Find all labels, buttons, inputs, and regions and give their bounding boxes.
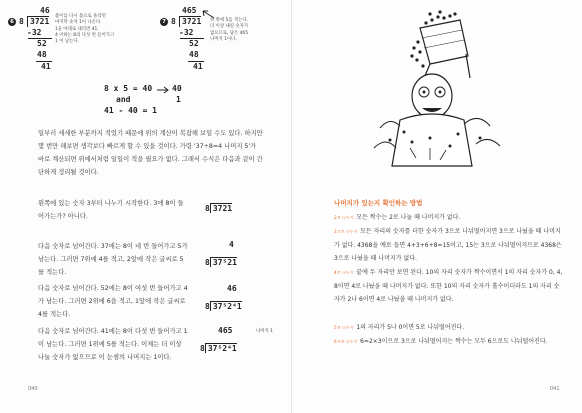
page-number: 041 <box>550 386 560 392</box>
dividend: 3721 <box>27 16 49 27</box>
quotient: 465 <box>218 326 233 335</box>
check-remainder: 1 <box>176 95 181 104</box>
check-and: and <box>116 95 131 104</box>
divisibility-item <box>334 266 564 307</box>
dividend: 3721 <box>179 16 201 27</box>
calc-row: 48 <box>189 50 199 59</box>
item-tag: 3으로 나누기 <box>334 229 358 234</box>
item-text: 모든 자리의 숫자를 더한 숫자가 3으로 나눠떨어지면 3으로 나눴을 때 나머지가 없다. 4368을 예로 들면 4+3+6+8=15이고, 15는 3으로 나눠떨어지므로 4368은 3으로 나눴을 때 나머지가 없다. <box>334 228 562 262</box>
dividend: 3721 <box>210 203 232 213</box>
check-line-2: 41 - 40 = 1 <box>104 106 157 115</box>
calc-row: 41 <box>41 62 51 71</box>
intro-paragraph: 일부러 세세한 부분까지 적었기 때문에 위의 계산이 복잡해 보일 수도 있다. 하지만 몇 번만 해보면 생각보다 빠르게 할 수 있을 것이다. 가령 '37÷8=4 나머지 5'가 바로 계산되면 위에서처럼 일일이 적을 필요가 없다. 그래서 수식은 다음과 같이 간단하게 정리될 것이다. <box>38 130 263 176</box>
step-text: 다음 숫자로 넘어간다. 41에는 8이 다섯 번 들어가고 1이 남는다. 그러면 1위에 5를 적는다. 이제는 더 이상 나눌 숫자가 없으므로 이 눈셈의 나머지는 1이다. <box>38 328 188 361</box>
check-result: 40 <box>172 84 182 93</box>
item-tag: 4로 나누기 <box>334 270 354 275</box>
cartoon-illustration <box>360 8 510 168</box>
section-title: 나머지가 있는지 확인하는 방법 <box>334 199 423 207</box>
dividend: 37⁵21 <box>210 257 237 267</box>
step-division <box>200 326 288 355</box>
divisor: 8 <box>171 17 176 26</box>
divisibility-item <box>334 335 564 349</box>
step-text: 다음 숫자로 넘어간다. 37에는 8이 네 번 들어가고 5가 남는다. 그러면 7위에 4를 적고, 2앞에 작은 글씨로 5를 적는다. <box>38 243 188 276</box>
check-line-1: 8 x 5 = 40 <box>104 84 153 93</box>
divisibility-item <box>334 211 564 225</box>
step-badge: 7 <box>160 18 168 26</box>
item-tag: 5로 나누기 <box>334 325 354 330</box>
side-note: 위 쪽에 5를 적는다. 더 이상 내릴 숫자가 없으므로, 답은 465 나머지 1이다. <box>210 18 249 42</box>
calc-row: -32 <box>27 28 42 37</box>
step-text: 다음 숫자로 넘어간다. 52에는 8이 여섯 번 들어가고 4가 남는다. 그러면 2위에 6을 적고, 1앞에 작은 글씨로 4를 적는다. <box>38 285 188 318</box>
divisor: 8 <box>200 344 205 353</box>
item-text: 6=2×3이므로 3으로 나눠떨어지는 짝수는 모두 6으로도 나눠떨어진다. <box>360 338 548 345</box>
dividend: 37⁵2⁴1 <box>205 343 237 353</box>
divisor: 8 <box>205 204 210 213</box>
quotient: 46 <box>227 284 237 293</box>
step-text: 왼쪽에 있는 숫자 3부터 나누기 시작한다. 3에 8이 들어가는가? 아니다. <box>38 200 184 220</box>
item-tag: 6으로 나누기 <box>334 339 358 344</box>
quotient: 4 <box>229 240 234 249</box>
item-text: 끝에 두 자리만 보면 된다. 10의 자리 숫자가 짝수이면서 1의 자리 숫자가 0, 4, 8이면 4로 나눴을 때 나머지가 없다. 또한 10의 자리 숫자가 홀수이더라도 1의 자리 숫자가 2나 6이면 4로 나눴을 때 나머지가 없다. <box>334 269 563 303</box>
long-division-step-6 <box>8 6 138 91</box>
divisibility-item <box>334 321 564 335</box>
step-division <box>205 240 265 269</box>
item-text: 1의 자리가 5나 0이면 5로 나눠떨어진다. <box>356 324 465 331</box>
quotient: 46 <box>40 6 50 15</box>
remainder-label: 나머지 1 <box>256 329 273 334</box>
calc-row: 52 <box>37 39 47 48</box>
step-division <box>205 284 265 313</box>
calc-row: 41 <box>193 62 203 71</box>
item-text: 모든 짝수는 2로 나눌 때 나머지가 없다. <box>356 214 461 221</box>
page-number: 040 <box>28 386 38 392</box>
item-tag: 2로 나누기 <box>334 215 354 220</box>
divisibility-item <box>334 225 564 266</box>
step-badge: 6 <box>8 18 16 26</box>
step-division <box>205 196 232 215</box>
calc-row: 48 <box>37 50 47 59</box>
calc-row: 52 <box>189 39 199 48</box>
dividend: 37⁵2⁴1 <box>210 301 242 311</box>
divisor: 8 <box>205 302 210 311</box>
side-note: 몫이를 다시 몫으로 올리면 마지막 숫자 1이 나온다. 1을 아래로 내리면 41. 4 이하는 8의 다섯 번 들어가고 1 이 남는다. <box>55 14 115 45</box>
divisor: 8 <box>19 17 24 26</box>
long-division-step-7 <box>160 6 288 91</box>
divisor: 8 <box>205 258 210 267</box>
right-page <box>291 0 582 413</box>
arrow-right-icon <box>156 86 170 94</box>
calc-row: -32 <box>179 28 194 37</box>
check-calculation <box>104 84 214 118</box>
quotient: 465 <box>182 6 197 15</box>
